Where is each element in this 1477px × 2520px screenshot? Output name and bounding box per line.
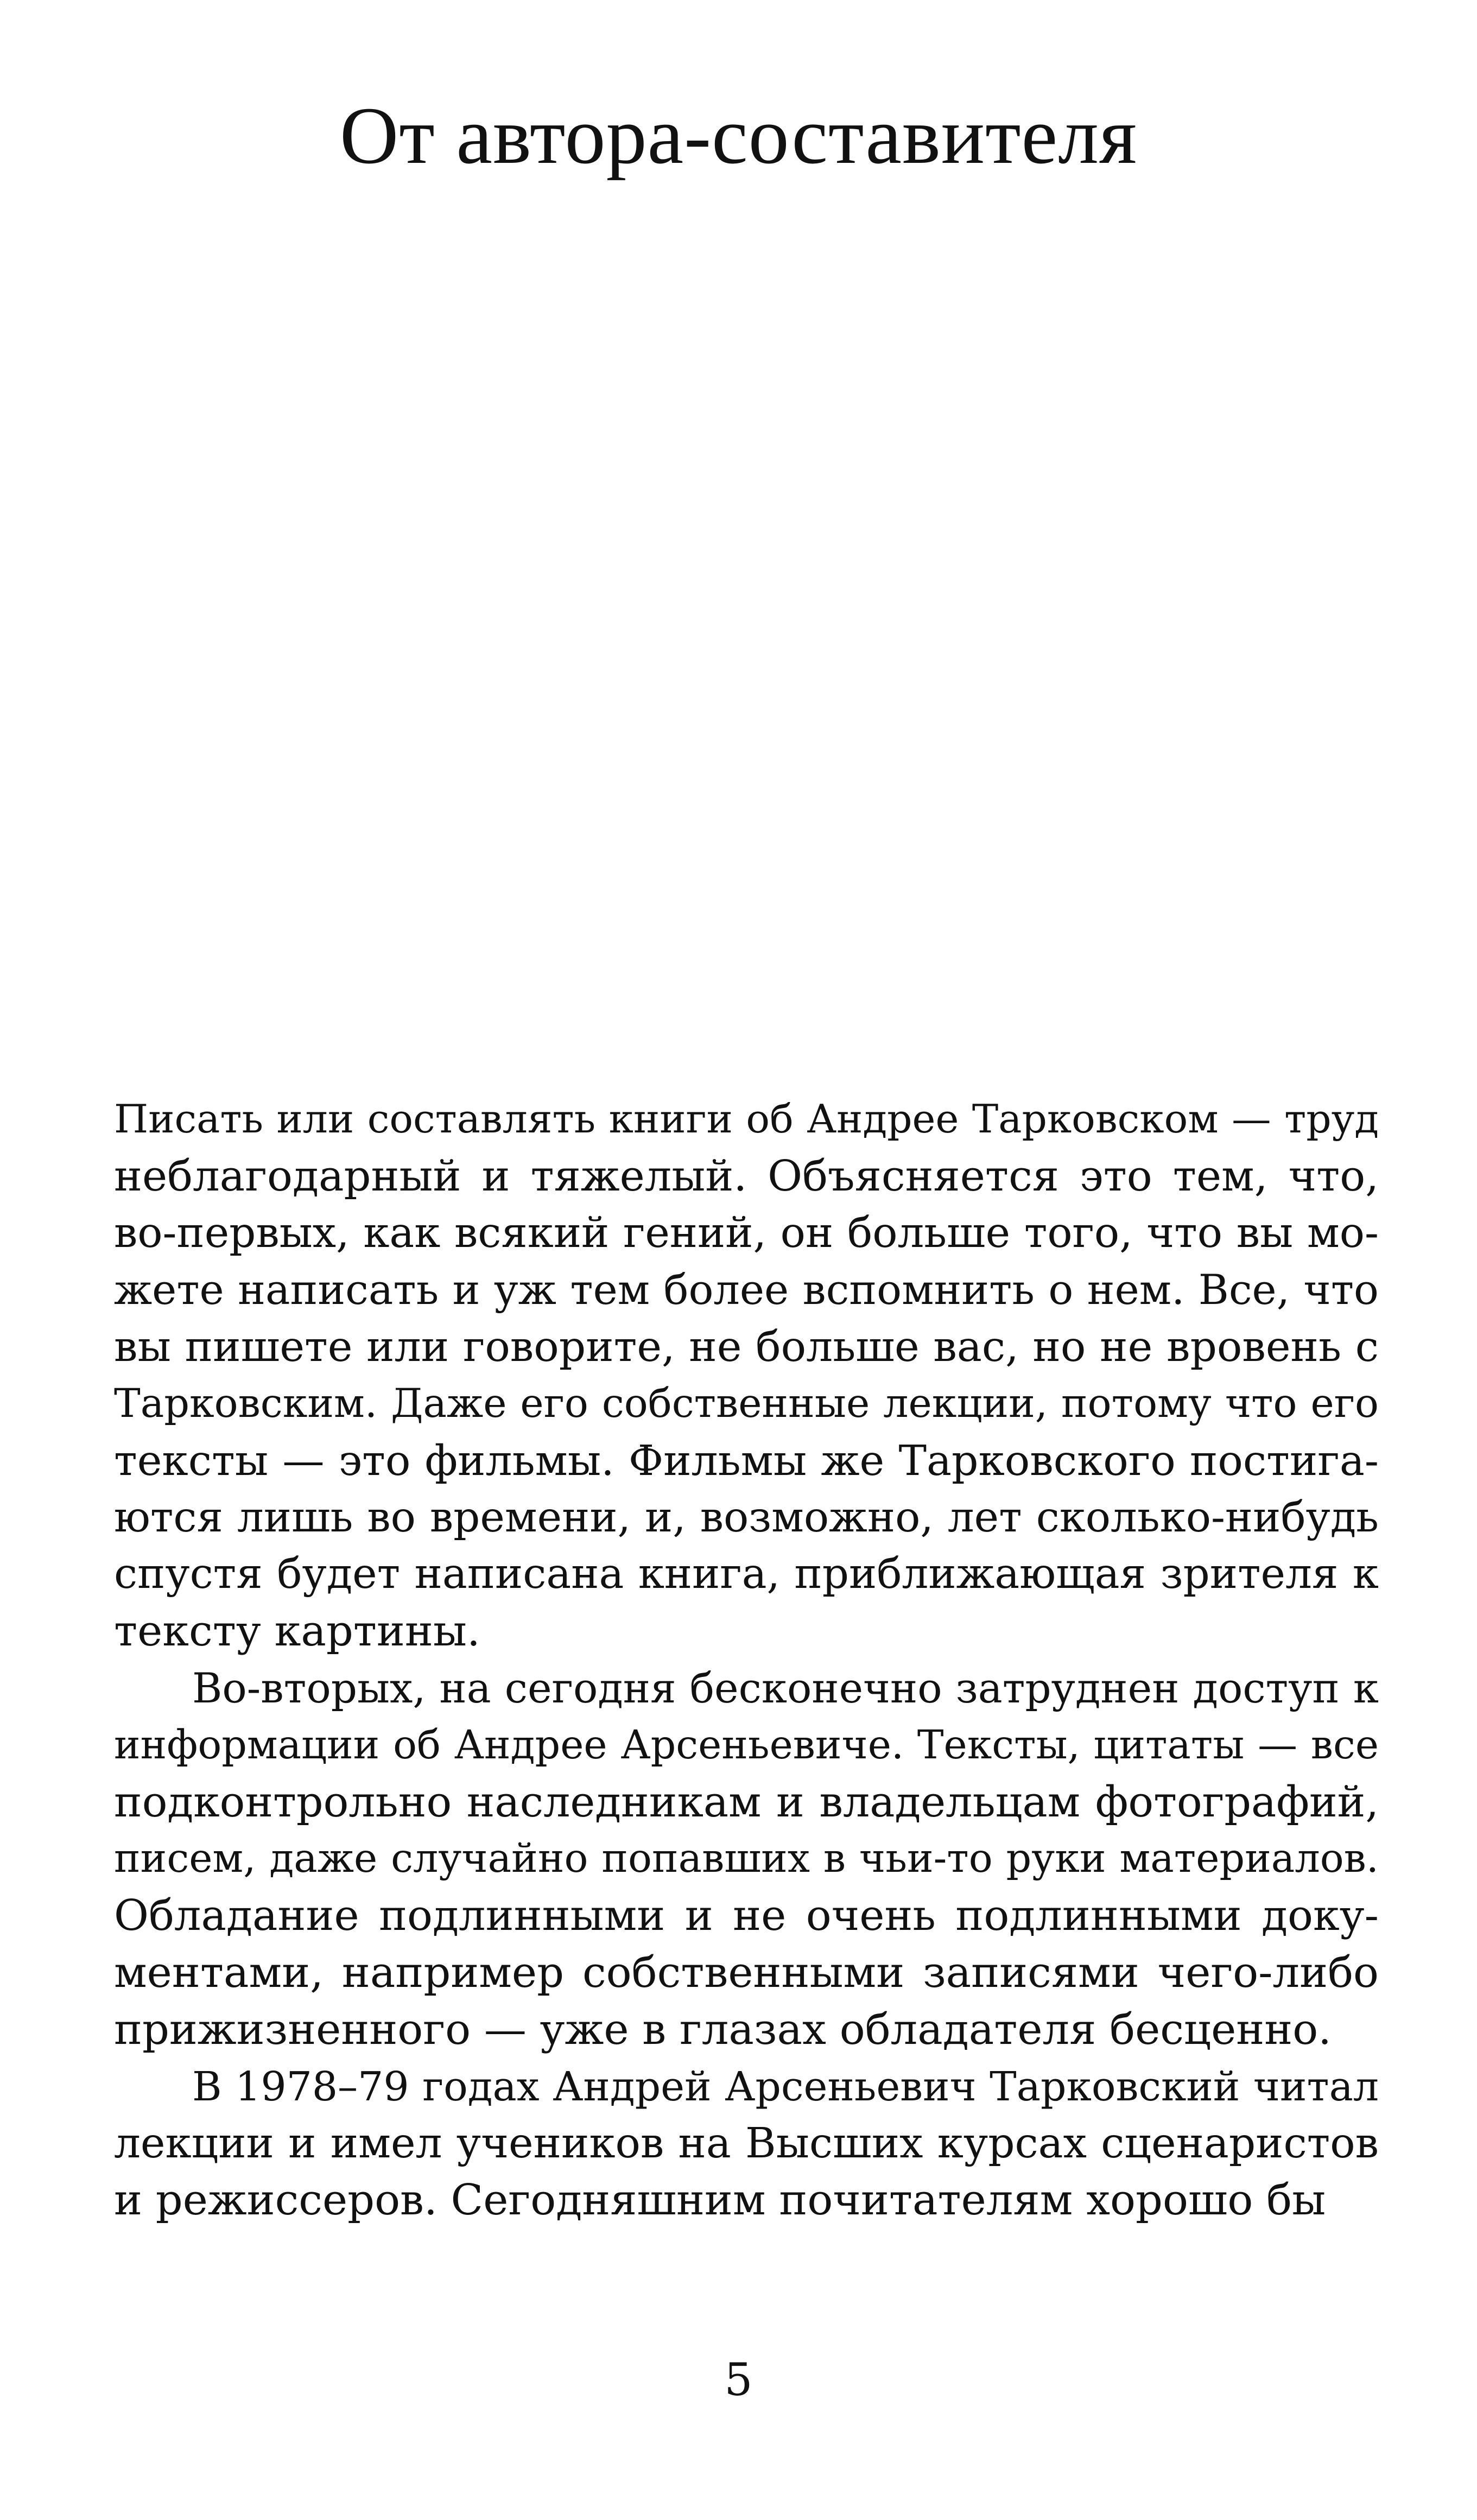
text-line: спустя будет написана книга, приближающая зрителя к xyxy=(114,1550,1379,1599)
text-line: вы пишете или говорите, не больше вас, но не вровень с xyxy=(114,1322,1379,1372)
chapter-title: От автора-составителя xyxy=(339,91,1138,181)
paragraph xyxy=(114,2059,1379,2229)
text-line: Тарковским. Даже его собственные лекции, потому что его xyxy=(114,1380,1379,1427)
text-line: тексты — это фильмы. Фильмы же Тарковского постига- xyxy=(114,1436,1379,1485)
text-line: Писать или составлять книги об Андрее Тарковском — труд xyxy=(114,1097,1379,1142)
page-number: 5 xyxy=(724,2354,753,2406)
text-line: В 1978–79 годах Андрей Арсеньевич Тарковский читал xyxy=(192,2062,1379,2110)
text-line: Во-вторых, на сегодня бесконечно затруднен доступ к xyxy=(192,1664,1379,1712)
text-line: информации об Андрее Арсеньевиче. Тексты, цитаты — все xyxy=(114,1721,1379,1768)
text-line: лекции и имел учеников на Высших курсах сценаристов xyxy=(114,2119,1379,2168)
paragraph xyxy=(114,1091,1379,1660)
text-line: тексту картины. xyxy=(114,1607,480,1656)
text-line: ются лишь во времени, и, возможно, лет сколько-нибудь xyxy=(114,1493,1379,1542)
text-line: неблагодарный и тяжелый. Объясняется это тем, что, xyxy=(114,1151,1379,1201)
text-line: Обладание подлинными и не очень подлинными доку- xyxy=(114,1891,1379,1941)
text-line: подконтрольно наследникам и владельцам фотографий, xyxy=(114,1777,1379,1827)
text-line: прижизненного — уже в глазах обладателя бесценно. xyxy=(114,2005,1332,2054)
text-line: ментами, например собственными записями чего-либо xyxy=(114,1948,1379,1997)
paragraph xyxy=(114,1660,1379,2059)
text-line: писем, даже случайно попавших в чьи-то руки материалов. xyxy=(114,1835,1379,1882)
text-line: жете написать и уж тем более вспомнить о нем. Все, что xyxy=(114,1265,1379,1314)
text-line: и режиссеров. Сегодняшним почитателям хорошо бы xyxy=(114,2176,1326,2225)
text-line: во-первых, как всякий гений, он больше того, что вы мо- xyxy=(114,1208,1379,1257)
body-text xyxy=(114,1091,1379,2229)
